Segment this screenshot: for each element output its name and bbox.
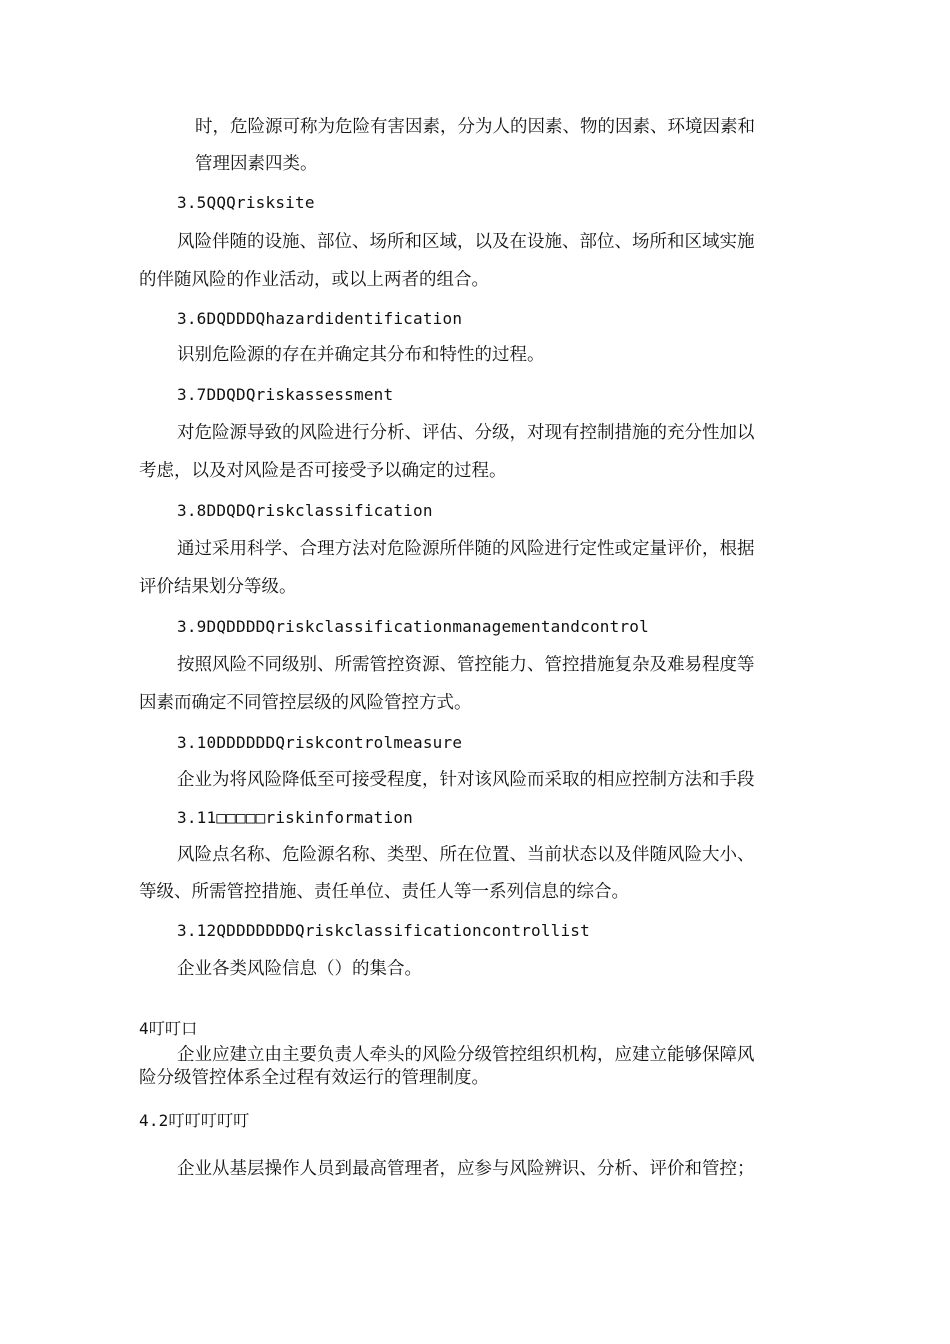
section-heading-3-8: 3.8DDQDQriskclassification [177,501,433,520]
section-heading-3-5: 3.5QQQrisksite [177,193,315,212]
section-heading-3-6: 3.6DQDDDQhazardidentification [177,309,463,328]
section-heading-3-9: 3.9DQDDDDQriskclassificationmanagementandcontrol [177,617,649,636]
body-line: 企业应建立由主要负责人牵头的风险分级管控组织机构，应建立能够保障风 [177,1045,755,1065]
body-line: 评价结果划分等级。 [139,577,297,597]
body-line: 通过采用科学、合理方法对危险源所伴随的风险进行定性或定量评价，根据 [177,539,755,559]
body-line: 识别危险源的存在并确定其分布和特性的过程。 [177,345,545,365]
section-heading-4-2: 4.2叮叮叮叮叮 [139,1111,250,1130]
section-heading-3-7: 3.7DDQDQriskassessment [177,385,394,404]
body-line: 企业为将风险降低至可接受程度，针对该风险而采取的相应控制方法和手段 [177,770,755,790]
body-line: 企业从基层操作人员到最高管理者，应参与风险辨识、分析、评价和管控； [177,1159,755,1179]
section-heading-4: 4叮叮口 [139,1019,198,1038]
body-line: 等级、所需管控措施、责任单位、责任人等一系列信息的综合。 [139,882,629,902]
section-heading-3-12: 3.12QDDDDDDDQriskclassificationcontrollist [177,921,590,940]
body-line: 风险伴随的设施、部位、场所和区域，以及在设施、部位、场所和区域实施 [177,232,755,252]
body-line: 的伴随风险的作业活动，或以上两者的组合。 [139,270,489,290]
body-line: 企业各类风险信息（）的集合。 [177,959,422,979]
body-line: 按照风险不同级别、所需管控资源、管控能力、管控措施复杂及难易程度等 [177,655,755,675]
body-line: 险分级管控体系全过程有效运行的管理制度。 [139,1068,489,1088]
body-line: 管理因素四类。 [195,154,318,174]
body-line: 考虑，以及对风险是否可接受予以确定的过程。 [139,461,507,481]
body-line: 时，危险源可称为危险有害因素，分为人的因素、物的因素、环境因素和 [195,117,755,137]
body-line: 因素而确定不同管控层级的风险管控方式。 [139,693,472,713]
body-line: 风险点名称、危险源名称、类型、所在位置、当前状态以及伴随风险大小、 [177,845,755,865]
section-heading-3-10: 3.10DDDDDDQriskcontrolmeasure [177,733,463,752]
section-heading-3-11: 3.11□□□□□riskinformation [177,808,413,827]
body-line: 对危险源导致的风险进行分析、评估、分级，对现有控制措施的充分性加以 [177,423,755,443]
